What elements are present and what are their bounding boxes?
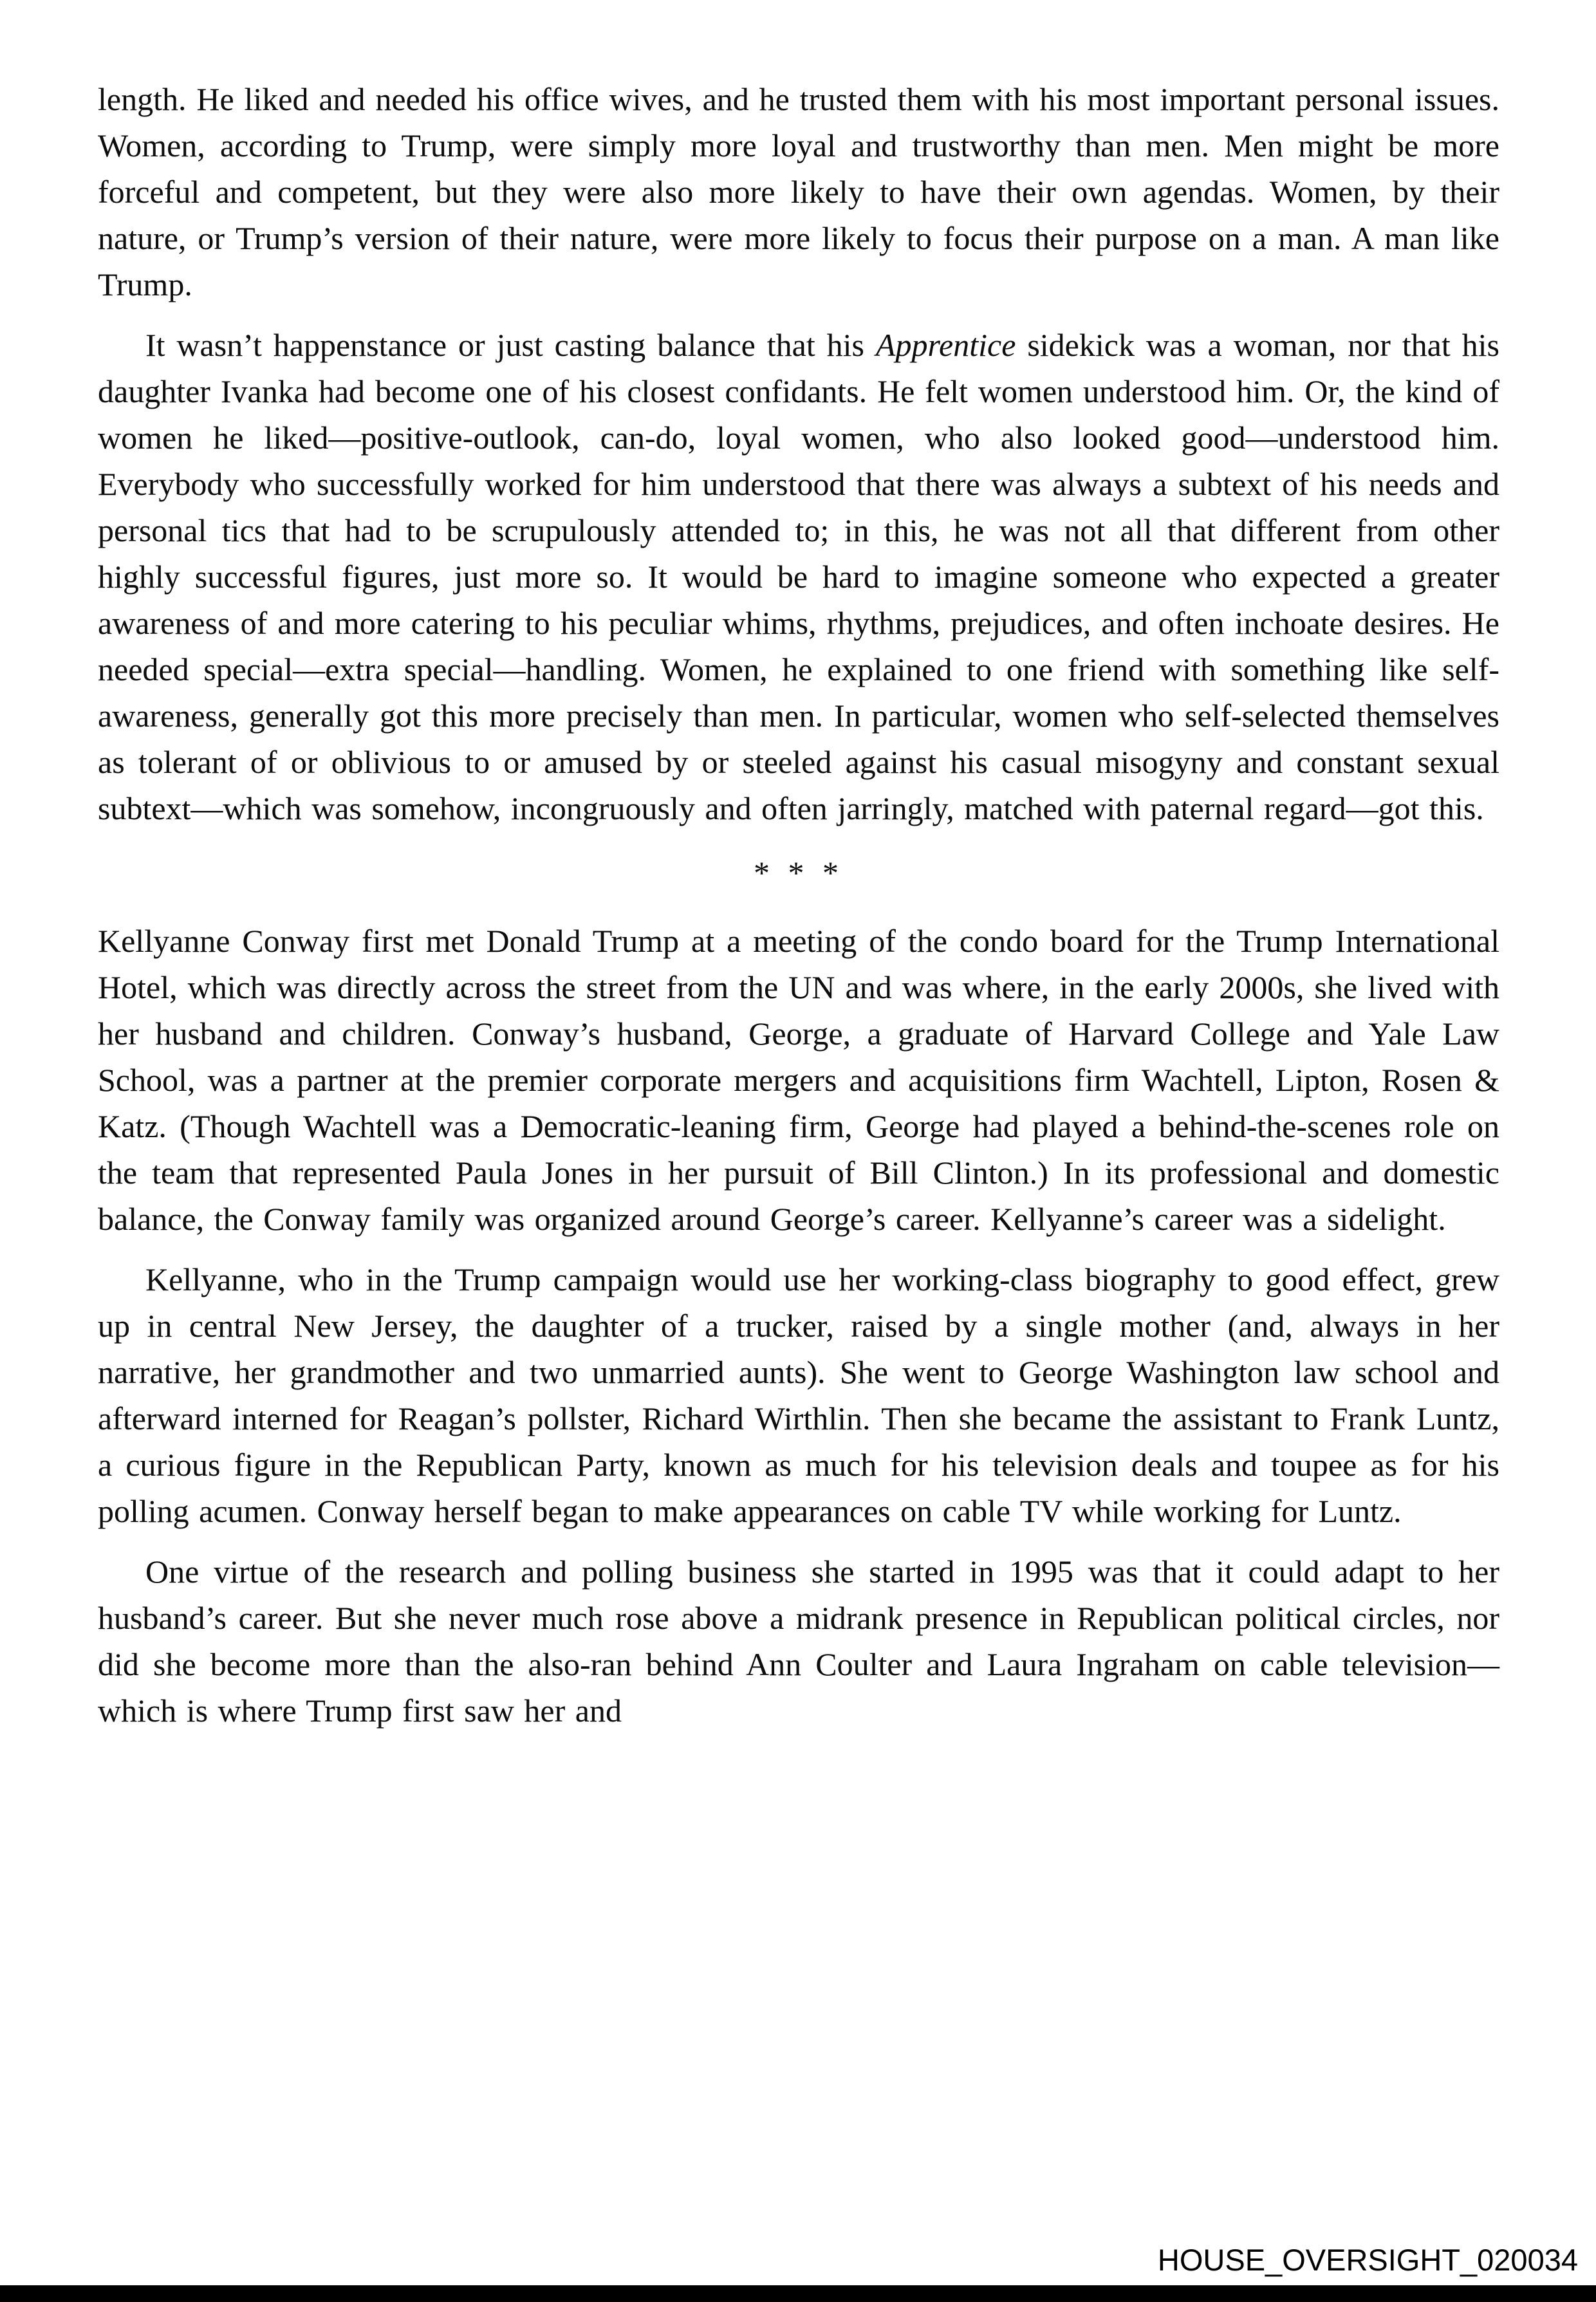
bates-stamp: HOUSE_OVERSIGHT_020034: [1157, 2243, 1578, 2277]
paragraph: One virtue of the research and polling business she started in 1995 was that it could adapt to her husband’s career. But she never much rose above a midrank presence in Republican political circles, nor did she become more than the also-ran behind Ann Coulter and Laura Ingraham on cable television—which is where Trump first saw her and: [98, 1554, 1499, 1729]
paragraph: Kellyanne, who in the Trump campaign would use her working-class biography to good effect, grew up in central New Jersey, the daughter of a trucker, raised by a single mother (and, always in her narrative, her grandmother and two unmarried aunts). She went to George Washington law school and afterward interned for Reagan’s pollster, Richard Wirthlin. Then she became the assistant to Frank Luntz, a curious figure in the Republican Party, known as much for his television deals and toupee as for his polling acumen. Conway herself began to make appearances on cable TV while working for Luntz.: [98, 1261, 1499, 1529]
paragraph-continuation: length. He liked and needed his office wives, and he trusted them with his most important personal issues. Women, according to Trump, were simply more loyal and trustworthy than men. Men might be more forceful and competent, but they were also more likely to have their own agendas. Women, by their nature, or Trump’s version of their nature, were more likely to focus their purpose on a man. A man like Trump.: [98, 81, 1499, 302]
page-text: [98, 76, 1499, 1748]
paragraph: It wasn’t happenstance or just casting balance that his Apprentice sidekick was a woman, nor that his daughter Ivanka had become one of his closest confidants. He felt women understood him. Or, the kind of women he liked—positive-outlook, can-do, loyal women, who also looked good—understood him. Everybody who successfully worked for him understood that there was always a subtext of his needs and personal tics that had to be scrupulously attended to; in this, he was not all that different from other highly successful figures, just more so. It would be hard to imagine someone who expected a greater awareness of and more catering to his peculiar whims, rhythms, prejudices, and often inchoate desires. He needed special—extra special—handling. Women, he explained to one friend with something like self-awareness, generally got this more precisely than men. In particular, women who self-selected themselves as tolerant of or oblivious to or amused by or steeled against his casual misogyny and constant sexual subtext—which was somehow, incongruously and often jarringly, matched with paternal regard—got this.: [98, 327, 1499, 826]
paragraph: Kellyanne Conway first met Donald Trump at a meeting of the condo board for the Trump International Hotel, which was directly across the street from the UN and was where, in the early 2000s, she lived with her husband and children. Conway’s husband, George, a graduate of Harvard College and Yale Law School, was a partner at the premier corporate mergers and acquisitions firm Wachtell, Lipton, Rosen & Katz. (Though Wachtell was a Democratic-leaning firm, George had played a behind-the-scenes role on the team that represented Paula Jones in her pursuit of Bill Clinton.) In its professional and domestic balance, the Conway family was organized around George’s career. Kellyanne’s career was a sidelight.: [98, 923, 1499, 1237]
section-divider: * * *: [754, 855, 844, 891]
scan-edge-bar: [0, 2285, 1596, 2302]
